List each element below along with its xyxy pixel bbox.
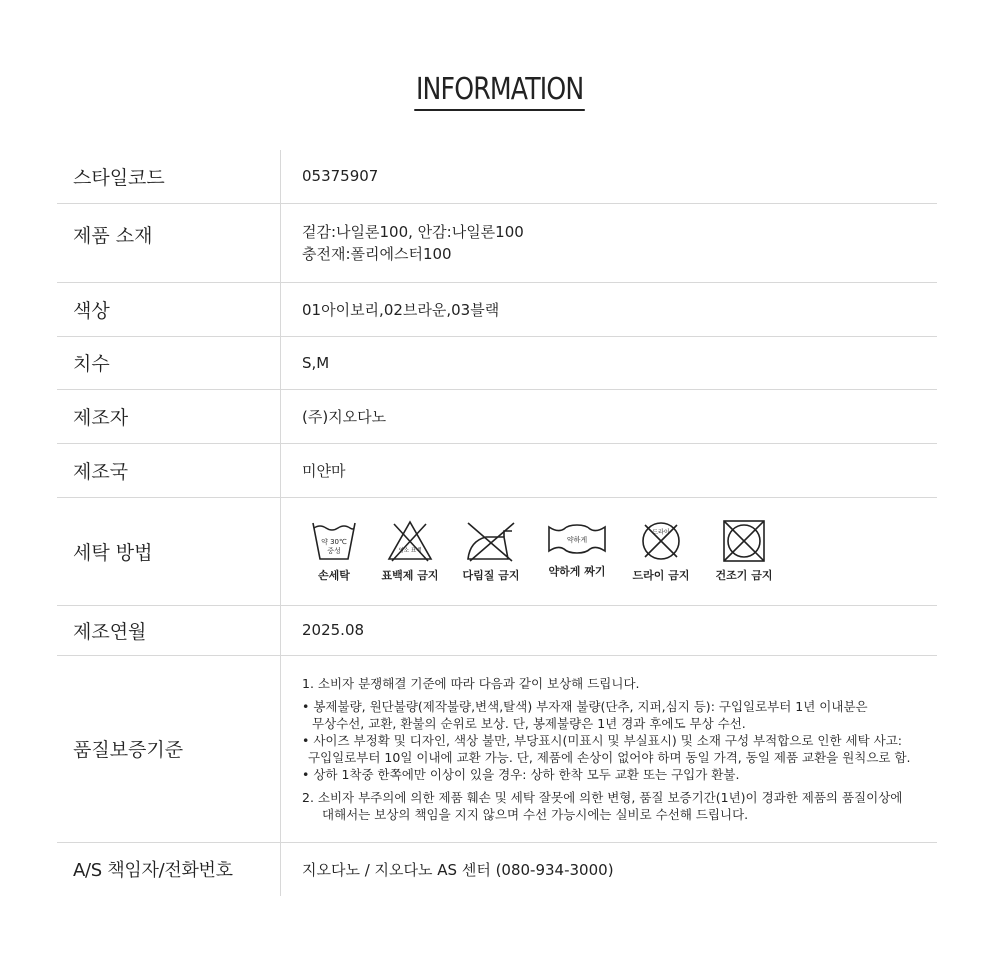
row-value xyxy=(281,842,938,896)
quality-bullet-cont: 구입일로부터 10일 이내에 교환 가능. 단, 제품에 손상이 없어야 하며 동일 가격, 동일 제품 교환을 원칙으로 함. xyxy=(308,749,911,765)
row-value xyxy=(281,655,938,842)
row-label: 제조자 xyxy=(57,389,281,443)
row-label: 품질보증기준 xyxy=(57,655,281,842)
care-mark-text: 드라이 xyxy=(652,529,670,536)
quality-paragraph: 2. 소비자 부주의에 의한 제품 훼손 및 세탁 잘못에 의한 변형, 품질 보증기간(1년)이 경과한 제품의 품질이상에 xyxy=(302,789,903,805)
row-label: 스타일코드 xyxy=(57,150,281,203)
quality-paragraph-cont: 대해서는 보상의 책임을 지지 않으며 수선 가능시에는 실비로 수선해 드립니다. xyxy=(322,806,749,822)
quality-bullet-cont: 무상수선, 교환, 환불의 순위로 보상. 단, 봉제불량은 1년 경과 후에도 무상 수선. xyxy=(312,715,746,731)
row-label: 제품 소재 xyxy=(57,203,281,282)
no-tumble-dry-icon xyxy=(720,519,768,563)
material-value-line: 겉감:나일론100, 안감:나일론100 xyxy=(302,222,524,241)
quality-policy xyxy=(302,675,937,823)
info-row-quality xyxy=(57,655,937,842)
info-row-color xyxy=(57,282,937,336)
row-value xyxy=(281,336,938,389)
care-label: 건조기 금지 xyxy=(715,569,773,582)
row-value xyxy=(281,203,938,282)
row-label: 치수 xyxy=(57,336,281,389)
size-value: S,M xyxy=(302,353,330,372)
style-code-value: 05375907 xyxy=(302,167,379,186)
page-title: INFORMATION xyxy=(415,72,586,111)
info-row-care xyxy=(57,497,937,605)
care-item xyxy=(297,519,371,583)
no-bleach-icon xyxy=(386,519,434,563)
page-title-wrap xyxy=(0,72,1000,111)
care-label: 표백제 금지 xyxy=(381,569,439,582)
quality-bullet: • 사이즈 부정확 및 디자인, 색상 불만, 부당표시(미표시 및 부실표시) 및 소재 구성 부적합으로 인한 세탁 사고: xyxy=(302,732,903,748)
info-row-as-contact xyxy=(57,842,937,896)
as-contact-value: 지오다노 / 지오다노 AS 센터 (080-934-3000) xyxy=(302,860,614,879)
row-value xyxy=(281,497,938,605)
gentle-wring-icon xyxy=(546,519,608,559)
info-row-material xyxy=(57,203,937,282)
row-label: A/S 책임자/전화번호 xyxy=(57,842,281,896)
no-dry-clean-icon xyxy=(637,519,685,563)
hand-wash-icon xyxy=(310,519,358,563)
row-value xyxy=(281,150,938,203)
info-row-size xyxy=(57,336,937,389)
info-row-manufacturer xyxy=(57,389,937,443)
manufacturer-value: (주)지오다노 xyxy=(302,407,387,426)
care-label: 손세탁 xyxy=(318,569,350,582)
color-value: 01아이보리,02브라운,03블랙 xyxy=(302,300,500,319)
care-label: 드라이 금지 xyxy=(632,569,690,582)
material-value-line: 충전재:폴리에스터100 xyxy=(302,244,452,263)
care-mark-text: 중성 xyxy=(327,547,341,555)
quality-bullet: • 상하 1착중 한쪽에만 이상이 있을 경우: 상하 한착 모두 교환 또는 구입가 환불. xyxy=(302,766,740,782)
care-label: 다림질 금지 xyxy=(462,569,520,582)
care-label: 약하게 짜기 xyxy=(548,565,606,578)
care-item xyxy=(371,519,449,583)
row-value xyxy=(281,443,938,497)
row-label: 제조연월 xyxy=(57,605,281,655)
row-label: 제조국 xyxy=(57,443,281,497)
quality-paragraph: 1. 소비자 분쟁해결 기준에 따라 다음과 같이 보상해 드립니다. xyxy=(302,675,640,691)
care-item xyxy=(621,519,701,583)
product-info-table xyxy=(57,150,937,896)
care-item xyxy=(533,519,621,579)
care-item xyxy=(701,519,787,583)
row-value xyxy=(281,389,938,443)
date-value: 2025.08 xyxy=(302,621,365,639)
care-item xyxy=(449,519,533,583)
quality-bullet: • 봉제불량, 원단불량(제작불량,변색,탈색) 부자재 불량(단추, 지퍼,심지 등): 구입일로부터 1년 이내분은 xyxy=(302,698,868,714)
care-icons xyxy=(297,519,937,583)
info-row-style-code xyxy=(57,150,937,203)
care-mark-text: 약 30℃ xyxy=(321,538,347,546)
info-row-date xyxy=(57,605,937,655)
row-label: 세탁 방법 xyxy=(57,497,281,605)
info-row-country xyxy=(57,443,937,497)
care-mark-text: 약하게 xyxy=(566,536,588,544)
row-value xyxy=(281,282,938,336)
no-iron-icon xyxy=(464,519,518,563)
row-value xyxy=(281,605,938,655)
row-label: 색상 xyxy=(57,282,281,336)
care-mark-text: 염소 표백 xyxy=(398,548,422,554)
country-value: 미얀마 xyxy=(302,461,346,480)
